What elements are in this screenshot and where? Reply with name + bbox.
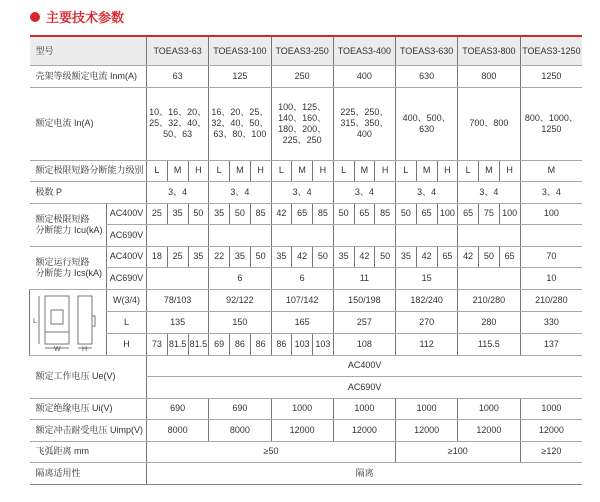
table-cell: 18 [147,246,168,268]
sub-label: W(3/4) [107,289,147,311]
header-model: TOEAS3-1250 [520,36,582,66]
table-cell: 100 [437,203,458,225]
table-cell: 12000 [520,420,582,442]
table-cell: M [292,160,313,182]
dim-l-label: L [32,317,37,325]
section-title [30,7,124,26]
table-cell: 65 [437,246,458,268]
sub-label: L [107,311,147,333]
table-cell: AC400V [147,355,583,377]
table-cell: 85 [375,203,396,225]
header-model: TOEAS3-100 [209,36,271,66]
table-cell: H [313,160,334,182]
row-iso [30,463,583,485]
row-ue1 [30,355,583,377]
sub-label: AC400V [107,203,147,225]
row-label: 额定极限短路 分断能力 Icu(kA) [30,203,107,246]
table-cell: 1250 [520,66,582,88]
header-model: TOEAS3-800 [458,36,520,66]
table-cell: 81.5 [167,333,188,355]
table-cell: 73 [147,333,168,355]
row-icu-ac400 [30,203,583,225]
table-cell: ≥50 [147,441,396,463]
table-cell [271,225,333,247]
table-cell: 10 [520,268,582,290]
table-cell: 25 [147,203,168,225]
row-icu-ac690 [30,225,583,247]
table-cell: 12000 [271,420,333,442]
row-label: 额定极限短路分断能力级别 [30,160,147,182]
table-cell: 210/280 [458,289,520,311]
table-cell: 103 [292,333,313,355]
row-level [30,160,583,182]
table-cell: 11 [333,268,395,290]
table-cell: 10、16、20、 25、32、40、 50、63 [147,87,209,160]
table-cell: L [209,160,230,182]
row-label: 额定冲击耐受电压 Uimp(V) [30,420,147,442]
table-cell: 92/122 [209,289,271,311]
table-cell: 16、20、25、 32、40、50、 63、80、100 [209,87,271,160]
row-l [30,311,583,333]
table-cell: 70 [520,246,582,268]
header-model: TOEAS3-250 [271,36,333,66]
sub-label: H [107,333,147,355]
table-cell: ≥100 [396,441,521,463]
row-label: 额定工作电压 Ue(V) [30,355,147,398]
table-cell [147,268,209,290]
table-cell: 1000 [271,398,333,420]
row-poles [30,182,583,204]
table-cell: 35 [209,203,230,225]
table-cell: 50 [188,203,209,225]
table-cell: ≥120 [520,441,582,463]
table-cell: 12000 [333,420,395,442]
table-cell: 6 [209,268,271,290]
table-cell: 50 [313,246,334,268]
table-cell: 400、500、 630 [396,87,458,160]
table-cell: 35 [230,246,251,268]
header-model: TOEAS3-630 [396,36,458,66]
table-cell: 630 [396,66,458,88]
table-cell: 42 [292,246,313,268]
table-cell [396,225,458,247]
table-cell: M [354,160,375,182]
table-cell: 800、1000、 1250 [520,87,582,160]
section-title-text: 主要技术参数 [46,10,125,25]
row-ics-ac690 [30,268,583,290]
sub-label: AC400V [107,246,147,268]
row-label: 额定运行短路 分断能力 Ics(kA) [30,246,107,289]
table-cell: M [520,160,582,182]
table-cell: 隔离 [147,463,583,485]
table-cell: 86 [250,333,271,355]
table-cell: 115.5 [458,333,520,355]
table-cell: 8000 [147,420,209,442]
table-cell: 65 [458,203,479,225]
table-cell: 50 [375,246,396,268]
table-cell: 125 [209,66,271,88]
table-cell: 1000 [520,398,582,420]
header-model: TOEAS3-63 [147,36,209,66]
table-cell: 690 [209,398,271,420]
table-cell: 69 [209,333,230,355]
row-w [30,289,583,311]
table-cell: 1000 [333,398,395,420]
table-cell: 42 [416,246,437,268]
table-cell: H [375,160,396,182]
row-inm [30,66,583,88]
table-cell: 50 [479,246,500,268]
row-ics-ac400 [30,246,583,268]
table-cell: 107/142 [271,289,333,311]
row-uimp [30,420,583,442]
row-label: 飞弧距离 mm [30,441,147,463]
table-cell: M [167,160,188,182]
table-cell: 100 [520,203,582,225]
table-cell: 3、4 [271,182,333,204]
table-cell: L [333,160,354,182]
table-cell: 3、4 [209,182,271,204]
table-cell: 1000 [458,398,520,420]
table-cell: 35 [396,246,417,268]
table-cell: 100 [499,203,520,225]
table-cell: 65 [354,203,375,225]
table-cell: 65 [416,203,437,225]
row-label: 隔离适用性 [30,463,147,485]
table-cell: 35 [271,246,292,268]
table-cell [147,225,209,247]
header-model: TOEAS3-400 [333,36,395,66]
row-arc [30,441,583,463]
bullet-icon [30,12,40,22]
table-cell: 137 [520,333,582,355]
table-cell: M [230,160,251,182]
dimension-diagram [30,289,107,355]
table-cell: 3、4 [520,182,582,204]
table-cell: 35 [167,203,188,225]
row-label: 额定绝缘电压 Ui(V) [30,398,147,420]
table-cell: 700、800 [458,87,520,160]
dim-h-label: H [81,345,87,352]
table-cell: 150/198 [333,289,395,311]
header-label: 型号 [30,36,147,66]
table-cell: 50 [230,203,251,225]
table-cell: 3、4 [147,182,209,204]
table-cell: 65 [499,246,520,268]
table-cell: L [271,160,292,182]
table-cell: AC690V [147,377,583,399]
table-cell: 50 [250,246,271,268]
table-cell: 330 [520,311,582,333]
table-cell: 78/103 [147,289,209,311]
table-cell: 3、4 [396,182,458,204]
table-cell: 81.5 [188,333,209,355]
table-cell: 182/240 [396,289,458,311]
table-cell: 165 [271,311,333,333]
table-cell: 108 [333,333,395,355]
table-cell: L [458,160,479,182]
dim-w-label: W [53,345,61,352]
table-cell: 690 [147,398,209,420]
spec-table [29,35,582,485]
table-cell: 270 [396,311,458,333]
row-label: 壳架等级额定电流 Inm(A) [30,66,147,88]
table-cell: 50 [333,203,354,225]
table-cell: 25 [167,246,188,268]
table-cell: 35 [188,246,209,268]
table-cell: 112 [396,333,458,355]
table-cell: 86 [230,333,251,355]
table-cell: 257 [333,311,395,333]
table-cell: 15 [396,268,458,290]
table-cell: 12000 [396,420,458,442]
table-cell: H [188,160,209,182]
table-cell: H [499,160,520,182]
table-cell: H [250,160,271,182]
table-cell: 85 [313,203,334,225]
table-cell: 103 [313,333,334,355]
table-cell: 225、250、 315、350、 400 [333,87,395,160]
table-cell: 75 [479,203,500,225]
table-cell: 800 [458,66,520,88]
table-cell: 42 [271,203,292,225]
table-cell: 42 [458,246,479,268]
table-cell: 86 [271,333,292,355]
row-in [30,87,583,160]
table-cell: 42 [354,246,375,268]
table-cell: L [147,160,168,182]
table-cell: 100、125、 140、160、 180、200、 225、250 [271,87,333,160]
table-cell: 6 [271,268,333,290]
table-cell: 8000 [209,420,271,442]
table-cell: 22 [209,246,230,268]
table-cell: H [437,160,458,182]
table-cell: M [416,160,437,182]
table-cell [458,268,520,290]
table-cell: 63 [147,66,209,88]
row-label: 极数 P [30,182,147,204]
table-cell: 3、4 [458,182,520,204]
row-ui [30,398,583,420]
table-cell: 150 [209,311,271,333]
table-cell: 50 [396,203,417,225]
table-cell [458,225,520,247]
table-cell: 65 [292,203,313,225]
sub-label: AC690V [107,225,147,247]
row-h [30,333,583,355]
table-cell: 12000 [458,420,520,442]
table-cell: 210/280 [520,289,582,311]
table-cell [520,225,582,247]
table-cell: M [479,160,500,182]
breaker-dimension-icon [31,290,106,352]
header-row [30,36,583,66]
sub-label: AC690V [107,268,147,290]
table-cell: 1000 [396,398,458,420]
table-cell [209,225,271,247]
table-cell: 85 [250,203,271,225]
table-cell: 280 [458,311,520,333]
table-cell [333,225,395,247]
table-cell: 35 [333,246,354,268]
table-cell: L [396,160,417,182]
table-cell: 250 [271,66,333,88]
row-label: 额定电流 In(A) [30,87,147,160]
table-cell: 400 [333,66,395,88]
table-cell: 3、4 [333,182,395,204]
table-cell: 135 [147,311,209,333]
